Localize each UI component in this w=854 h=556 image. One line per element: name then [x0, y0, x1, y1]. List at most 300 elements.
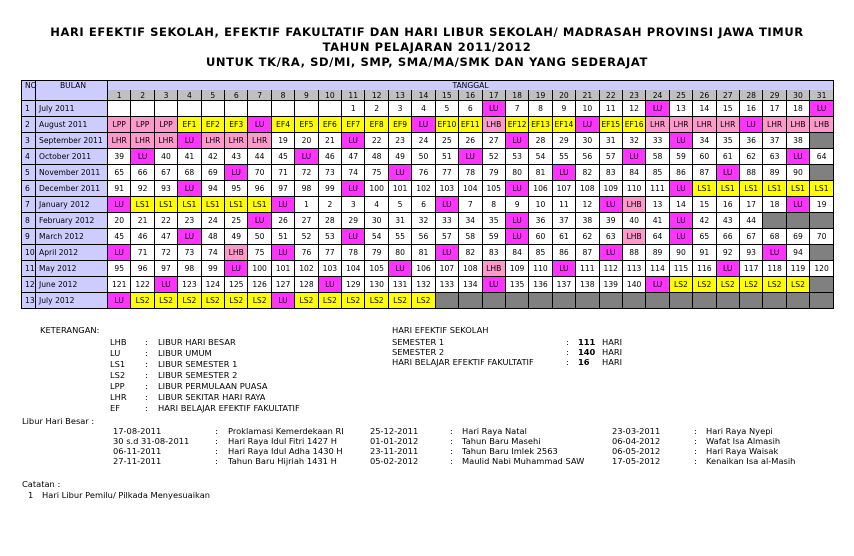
day-cell: 36 — [529, 213, 552, 229]
table-row — [22, 181, 834, 197]
day-cell: LHB — [786, 117, 809, 133]
day-cell: 139 — [599, 277, 622, 293]
libur-t1: Tahun Baru Hijriah 1431 H — [228, 456, 337, 466]
day-cell: 75 — [248, 245, 271, 261]
day-cell: 95 — [225, 181, 248, 197]
day-cell — [108, 101, 131, 117]
day-cell: LU — [318, 277, 341, 293]
table-row — [22, 277, 834, 293]
day-cell: 39 — [599, 213, 622, 229]
keterangan-code: LHB — [110, 337, 127, 347]
libur-heading: Libur Hari Besar : — [22, 416, 95, 426]
row-number: 12 — [22, 277, 36, 293]
day-cell: 77 — [318, 245, 341, 261]
row-number: 1 — [22, 101, 36, 117]
day-cell: 69 — [786, 229, 809, 245]
day-cell: 61 — [552, 229, 575, 245]
day-cell: 87 — [576, 245, 599, 261]
day-header-cell: 25 — [669, 90, 692, 101]
row-number: 2 — [22, 117, 36, 133]
day-cell: 35 — [482, 213, 505, 229]
keterangan-sep: : — [145, 403, 148, 413]
libur-d2: 25-12-2011 — [370, 426, 419, 436]
day-cell: 35 — [716, 133, 739, 149]
day-cell: LS2 — [716, 277, 739, 293]
day-cell: 51 — [271, 229, 294, 245]
efektif-unit: HARI — [602, 347, 623, 357]
day-cell: LU — [505, 229, 528, 245]
row-number: 9 — [22, 229, 36, 245]
day-cell: 79 — [482, 165, 505, 181]
day-header-cell: 14 — [412, 90, 435, 101]
libur-d2: 05-02-2012 — [370, 456, 419, 466]
day-cell: 136 — [529, 277, 552, 293]
day-cell: 102 — [295, 261, 318, 277]
libur-separator: : — [450, 426, 453, 436]
day-cell: 75 — [365, 165, 388, 181]
day-header-cell: 2 — [131, 90, 154, 101]
day-cell: 6 — [459, 101, 482, 117]
day-cell — [810, 245, 834, 261]
day-header-cell: 4 — [178, 90, 201, 101]
day-cell: 80 — [505, 165, 528, 181]
table-row — [22, 165, 834, 181]
day-cell: 110 — [622, 181, 645, 197]
table-row — [22, 229, 834, 245]
day-header-cell: 19 — [529, 90, 552, 101]
day-cell: 125 — [225, 277, 248, 293]
calendar-table — [21, 80, 834, 309]
day-cell: 42 — [201, 149, 224, 165]
day-cell: 122 — [131, 277, 154, 293]
day-cell: LS2 — [739, 277, 762, 293]
day-cell: LS1 — [154, 197, 177, 213]
day-cell: 98 — [178, 261, 201, 277]
day-cell — [576, 293, 599, 309]
efektif-unit: HARI — [602, 357, 623, 367]
libur-t3: Hari Raya Nyepi — [706, 426, 773, 436]
day-cell: LS1 — [131, 197, 154, 213]
day-cell: 119 — [786, 261, 809, 277]
day-cell: 83 — [482, 245, 505, 261]
day-cell: LU — [763, 245, 786, 261]
day-cell: 38 — [576, 213, 599, 229]
day-cell: LU — [505, 181, 528, 197]
day-cell: 3 — [342, 197, 365, 213]
day-cell: 62 — [739, 149, 762, 165]
day-header-cell: 31 — [810, 90, 834, 101]
day-cell: 34 — [693, 133, 716, 149]
day-cell: 50 — [248, 229, 271, 245]
day-cell: 31 — [599, 133, 622, 149]
day-cell: 68 — [178, 165, 201, 181]
day-cell: 110 — [529, 261, 552, 277]
day-cell — [763, 213, 786, 229]
day-cell: 117 — [739, 261, 762, 277]
day-header-cell: 23 — [622, 90, 645, 101]
table-row — [22, 197, 834, 213]
day-header-cell: 9 — [295, 90, 318, 101]
day-cell: 99 — [318, 181, 341, 197]
day-cell: LU — [225, 165, 248, 181]
day-cell: 48 — [201, 229, 224, 245]
day-cell: 55 — [552, 149, 575, 165]
day-cell — [739, 293, 762, 309]
table-row — [22, 101, 834, 117]
day-cell: 7 — [505, 101, 528, 117]
day-cell: LU — [108, 293, 131, 309]
day-cell: LS2 — [154, 293, 177, 309]
day-cell: 70 — [248, 165, 271, 181]
day-cell: 140 — [622, 277, 645, 293]
day-cell: EF14 — [552, 117, 575, 133]
day-cell: 39 — [108, 149, 131, 165]
day-cell: LS2 — [693, 277, 716, 293]
day-header-cell: 26 — [693, 90, 716, 101]
day-cell: 9 — [552, 101, 575, 117]
keterangan-code: LS1 — [110, 359, 126, 369]
day-header-cell: 27 — [716, 90, 739, 101]
day-cell: 62 — [576, 229, 599, 245]
day-cell — [810, 133, 834, 149]
day-header-cell: 10 — [318, 90, 341, 101]
day-cell: 131 — [388, 277, 411, 293]
day-cell: LS1 — [786, 181, 809, 197]
day-cell: LPP — [154, 117, 177, 133]
day-cell: 78 — [459, 165, 482, 181]
day-cell: 20 — [295, 133, 318, 149]
day-cell — [295, 101, 318, 117]
day-cell: LS2 — [248, 293, 271, 309]
libur-t1: Hari Raya Idul Adha 1430 H — [228, 446, 343, 456]
keterangan-sep: : — [145, 348, 148, 358]
day-cell: LU — [342, 133, 365, 149]
day-cell: 30 — [576, 133, 599, 149]
day-cell: 65 — [693, 229, 716, 245]
day-cell: 10 — [576, 101, 599, 117]
day-cell: 18 — [763, 197, 786, 213]
day-cell: LU — [646, 101, 669, 117]
row-number: 4 — [22, 149, 36, 165]
libur-separator: : — [450, 446, 453, 456]
libur-d3: 23-03-2011 — [612, 426, 661, 436]
keterangan-code: LPP — [110, 381, 125, 391]
row-month: October 2011 — [36, 149, 108, 165]
day-cell: 13 — [646, 197, 669, 213]
day-cell: LS2 — [201, 293, 224, 309]
day-cell: 83 — [599, 165, 622, 181]
day-header-cell: 17 — [482, 90, 505, 101]
day-cell: 66 — [716, 229, 739, 245]
day-cell: 86 — [552, 245, 575, 261]
keterangan-code: LS2 — [110, 370, 126, 380]
day-cell: 66 — [131, 165, 154, 181]
day-cell: EF15 — [599, 117, 622, 133]
day-cell: LU — [739, 117, 762, 133]
day-cell — [505, 293, 528, 309]
day-cell: 18 — [786, 101, 809, 117]
keterangan-sep: : — [145, 392, 148, 402]
day-cell: 97 — [271, 181, 294, 197]
day-cell: LS2 — [178, 293, 201, 309]
day-header-cell: 15 — [435, 90, 458, 101]
efektif-value: 16 — [578, 357, 590, 367]
day-cell: 1 — [295, 197, 318, 213]
title-block — [0, 25, 854, 70]
day-cell: 113 — [622, 261, 645, 277]
day-cell: LU — [810, 101, 834, 117]
day-cell: LHR — [248, 133, 271, 149]
day-header-cell: 11 — [342, 90, 365, 101]
day-cell: 43 — [716, 213, 739, 229]
day-cell — [786, 293, 809, 309]
libur-separator: : — [450, 456, 453, 466]
day-cell — [435, 293, 458, 309]
efektif-value: 111 — [578, 337, 596, 347]
libur-d1: 06-11-2011 — [113, 446, 162, 456]
day-cell: 91 — [693, 245, 716, 261]
day-cell: 127 — [271, 277, 294, 293]
day-cell: 84 — [505, 245, 528, 261]
libur-t1: Hari Raya Idul Fitri 1427 H — [228, 436, 337, 446]
day-cell — [622, 293, 645, 309]
day-cell: 89 — [763, 165, 786, 181]
day-cell: 129 — [342, 277, 365, 293]
day-cell: 71 — [131, 245, 154, 261]
day-cell: 109 — [505, 261, 528, 277]
day-cell: 67 — [739, 229, 762, 245]
day-cell: LHR — [646, 117, 669, 133]
row-month: September 2011 — [36, 133, 108, 149]
catatan-heading: Catatan : — [22, 479, 61, 489]
day-cell: 93 — [739, 245, 762, 261]
day-cell: 50 — [412, 149, 435, 165]
day-cell: 104 — [342, 261, 365, 277]
libur-d2: 01-01-2012 — [370, 436, 419, 446]
keterangan-heading: KETERANGAN: — [40, 325, 100, 335]
day-cell: LHR — [108, 133, 131, 149]
keterangan-desc: LIBUR UMUM — [158, 348, 212, 358]
day-cell: 92 — [716, 245, 739, 261]
libur-t1: Proklamasi Kemerdekaan RI — [228, 426, 344, 436]
day-cell: 111 — [646, 181, 669, 197]
day-cell: 89 — [646, 245, 669, 261]
day-cell: 104 — [459, 181, 482, 197]
day-cell: 51 — [435, 149, 458, 165]
day-cell: LU — [178, 133, 201, 149]
day-header-cell: 24 — [646, 90, 669, 101]
day-cell: EF7 — [342, 117, 365, 133]
day-cell — [599, 293, 622, 309]
day-header-cell: 18 — [505, 90, 528, 101]
day-cell: 33 — [646, 133, 669, 149]
day-cell: 106 — [412, 261, 435, 277]
day-cell: LU — [786, 149, 809, 165]
day-header-cell: 1 — [108, 90, 131, 101]
day-cell: LU — [388, 261, 411, 277]
day-cell: LU — [271, 293, 294, 309]
day-cell: 27 — [482, 133, 505, 149]
day-cell: 26 — [271, 213, 294, 229]
day-cell: LS2 — [365, 293, 388, 309]
libur-d1: 27-11-2011 — [113, 456, 162, 466]
day-cell: 87 — [693, 165, 716, 181]
day-cell: 76 — [295, 245, 318, 261]
day-cell — [716, 293, 739, 309]
day-cell: 59 — [669, 149, 692, 165]
day-cell: LU — [599, 245, 622, 261]
day-cell: 79 — [365, 245, 388, 261]
day-header-cell: 13 — [388, 90, 411, 101]
day-cell: LPP — [108, 117, 131, 133]
day-cell: 95 — [108, 261, 131, 277]
day-cell: 11 — [599, 101, 622, 117]
row-number: 13 — [22, 293, 36, 309]
day-cell: 81 — [412, 245, 435, 261]
day-cell: 85 — [646, 165, 669, 181]
keterangan-sep: : — [145, 337, 148, 347]
day-cell: 26 — [459, 133, 482, 149]
header-tanggal: TANGGAL — [108, 81, 834, 91]
day-cell: 23 — [178, 213, 201, 229]
day-cell — [810, 165, 834, 181]
day-cell: 116 — [693, 261, 716, 277]
day-cell: 14 — [669, 197, 692, 213]
day-cell: LU — [599, 197, 622, 213]
day-cell: 92 — [131, 181, 154, 197]
day-cell: 25 — [435, 133, 458, 149]
row-month: November 2011 — [36, 165, 108, 181]
day-cell: 96 — [131, 261, 154, 277]
day-cell: LU — [388, 165, 411, 181]
title-line-2: TAHUN PELAJARAN 2011/2012 — [322, 40, 532, 54]
day-cell: LS1 — [810, 181, 834, 197]
day-cell: 22 — [154, 213, 177, 229]
libur-separator: : — [694, 456, 697, 466]
day-cell: 6 — [412, 197, 435, 213]
day-cell: 65 — [108, 165, 131, 181]
keterangan-code: LHR — [110, 392, 127, 402]
libur-d3: 06-04-2012 — [612, 436, 661, 446]
day-cell: 52 — [482, 149, 505, 165]
day-cell: 63 — [763, 149, 786, 165]
day-cell: LS1 — [763, 181, 786, 197]
day-cell: EF3 — [225, 117, 248, 133]
day-cell: 105 — [365, 261, 388, 277]
day-cell: 64 — [810, 149, 834, 165]
day-cell: 73 — [178, 245, 201, 261]
day-cell: 40 — [622, 213, 645, 229]
day-cell: EF13 — [529, 117, 552, 133]
day-cell: LU — [248, 213, 271, 229]
day-cell: LHR — [154, 133, 177, 149]
libur-t3: Wafat Isa Almasih — [706, 436, 781, 446]
day-cell: LU — [669, 229, 692, 245]
day-header-cell: 12 — [365, 90, 388, 101]
day-cell: LU — [552, 261, 575, 277]
day-cell: 107 — [435, 261, 458, 277]
day-cell: 97 — [154, 261, 177, 277]
libur-separator: : — [694, 436, 697, 446]
day-cell — [529, 293, 552, 309]
day-cell: LU — [505, 133, 528, 149]
table-row — [22, 245, 834, 261]
efektif-label: SEMESTER 2 — [392, 347, 445, 357]
day-cell: 13 — [669, 101, 692, 117]
day-cell: LU — [669, 213, 692, 229]
libur-t2: Hari Raya Natal — [462, 426, 527, 436]
day-cell — [552, 293, 575, 309]
day-cell — [154, 101, 177, 117]
day-cell: LS2 — [295, 293, 318, 309]
efektif-unit: HARI — [602, 337, 623, 347]
day-cell: 49 — [225, 229, 248, 245]
day-cell: 11 — [552, 197, 575, 213]
day-cell: EF9 — [388, 117, 411, 133]
day-cell: LU — [131, 149, 154, 165]
libur-d1: 17-08-2011 — [113, 426, 162, 436]
day-cell: 42 — [693, 213, 716, 229]
libur-d1: 30 s.d 31-08-2011 — [113, 436, 190, 446]
day-cell: 72 — [154, 245, 177, 261]
day-cell: 49 — [388, 149, 411, 165]
keterangan-code: EF — [110, 403, 121, 413]
day-cell: LS2 — [669, 277, 692, 293]
day-cell: LU — [716, 165, 739, 181]
efektif-sep: : — [566, 337, 569, 347]
day-cell: 4 — [365, 197, 388, 213]
day-cell: LU — [482, 101, 505, 117]
day-header-cell: 8 — [271, 90, 294, 101]
day-cell: LU — [412, 117, 435, 133]
day-cell: 93 — [154, 181, 177, 197]
header-no: NO — [22, 81, 36, 101]
libur-t3: Hari Raya Waisak — [706, 446, 779, 456]
day-cell: LU — [552, 165, 575, 181]
day-cell: LS1 — [739, 181, 762, 197]
day-cell: LHB — [482, 117, 505, 133]
day-cell: 14 — [693, 101, 716, 117]
day-cell: LS2 — [342, 293, 365, 309]
day-cell: 133 — [435, 277, 458, 293]
day-cell: 94 — [786, 245, 809, 261]
day-cell: LU — [178, 229, 201, 245]
day-cell: 135 — [505, 277, 528, 293]
day-cell: EF2 — [201, 117, 224, 133]
day-cell: 32 — [622, 133, 645, 149]
row-month: January 2012 — [36, 197, 108, 213]
day-cell: 134 — [459, 277, 482, 293]
table-row — [22, 117, 834, 133]
day-cell: 10 — [529, 197, 552, 213]
day-cell: 96 — [248, 181, 271, 197]
day-cell: 19 — [271, 133, 294, 149]
day-cell: 56 — [576, 149, 599, 165]
catatan-text: Hari Libur Pemilu/ Pilkada Menyesuaikan — [42, 490, 211, 500]
day-cell: 12 — [622, 101, 645, 117]
day-cell: 47 — [342, 149, 365, 165]
day-cell — [201, 101, 224, 117]
day-cell: 48 — [365, 149, 388, 165]
day-cell: 45 — [108, 229, 131, 245]
day-cell: LU — [622, 149, 645, 165]
day-cell: 7 — [459, 197, 482, 213]
libur-separator: : — [215, 436, 218, 446]
day-cell: 101 — [388, 181, 411, 197]
day-cell: 107 — [552, 181, 575, 197]
day-cell: 21 — [318, 133, 341, 149]
day-cell: 45 — [271, 149, 294, 165]
